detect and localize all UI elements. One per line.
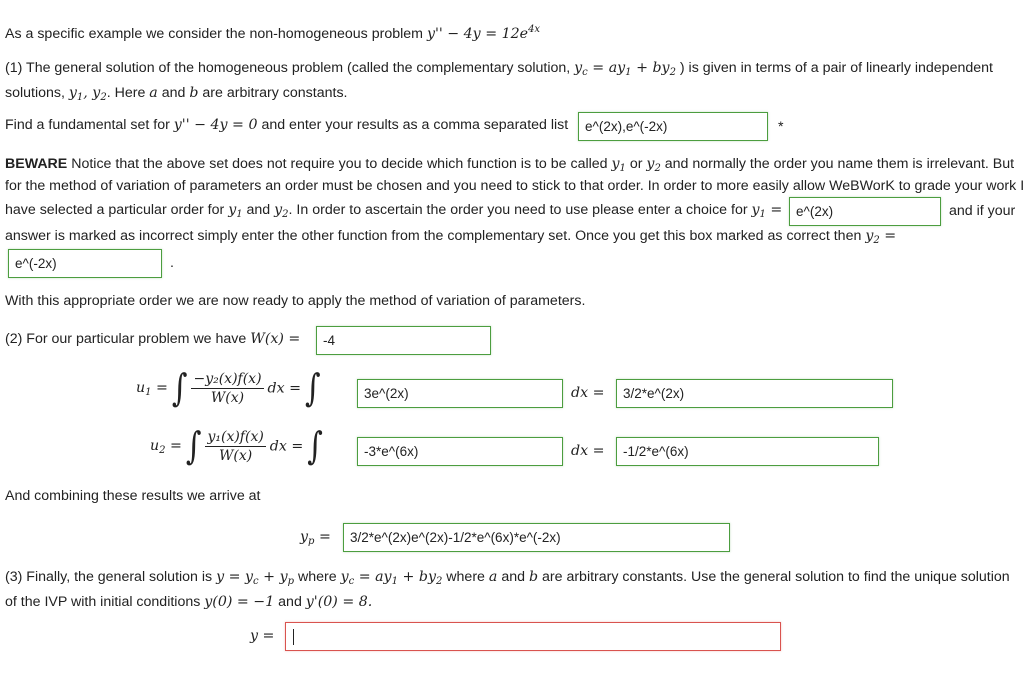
beware-text3c: and if your bbox=[949, 203, 1016, 219]
wronskian-input[interactable]: -4 bbox=[316, 326, 491, 355]
u1-dx-equals: dx = bbox=[571, 385, 605, 401]
part1-paragraph bbox=[5, 58, 1020, 108]
beware-text4: answer is marked as incorrect simply enter the other function from the complementary set. Once you get this box marked as correct then bbox=[5, 228, 862, 244]
part1-text-f: are arbitrary constants. bbox=[202, 85, 348, 101]
intro-line bbox=[5, 24, 540, 42]
find-fundamental-label bbox=[5, 117, 568, 133]
final-solution-input[interactable] bbox=[285, 622, 781, 651]
u1-fraction bbox=[191, 370, 263, 407]
u1-numerator: −y₂(x)f(x) bbox=[193, 371, 262, 387]
part3-text-c: where bbox=[446, 569, 485, 585]
yp-input[interactable]: 3/2*e^(2x)e^(2x)-1/2*e^(6x)*e^(-2x) bbox=[343, 523, 730, 552]
y2-equals: $y_2$ = bbox=[865, 228, 897, 246]
part1-text-b: ) is given in terms of a pair of linearly independent bbox=[679, 60, 993, 76]
y2-symbol: $y_2$ bbox=[646, 156, 661, 174]
beware-line1 bbox=[5, 156, 1014, 174]
u1-equation bbox=[136, 366, 321, 411]
y1-symbol-2: $y_1$ bbox=[228, 202, 243, 220]
find-text2: and enter your results as a comma separated list bbox=[261, 117, 569, 133]
u2-numerator: y₁(x)f(x) bbox=[207, 429, 264, 445]
transition-text: With this appropriate order we are now ready to apply the method of variation of parameters. bbox=[5, 293, 586, 309]
integral-sign-2: ∫ bbox=[304, 366, 321, 411]
beware-line3 bbox=[5, 202, 782, 220]
text-cursor bbox=[293, 629, 294, 645]
u1-integrand-input[interactable]: 3e^(2x) bbox=[357, 379, 563, 408]
part3-text-a: (3) Finally, the general solution is bbox=[5, 569, 213, 585]
fundamental-set-input[interactable]: e^(2x),e^(-2x) bbox=[578, 112, 768, 141]
period: . bbox=[170, 255, 174, 271]
beware-label: BEWARE bbox=[5, 156, 68, 172]
u2-dx: dx = bbox=[269, 438, 304, 455]
y1-y2-symbols: $y_1$, $y_2$ bbox=[68, 85, 107, 103]
intro-exponent: 4x bbox=[528, 24, 541, 35]
u1-symbol: $u_1$ = bbox=[136, 380, 168, 399]
y1-symbol: $y_1$ bbox=[611, 156, 626, 174]
find-equation: y'' − 4y = 0 bbox=[173, 117, 258, 133]
symbol-b-2: b bbox=[528, 569, 539, 585]
symbol-a: a bbox=[149, 85, 158, 101]
symbol-b: b bbox=[189, 85, 199, 101]
beware-or: or bbox=[629, 156, 643, 172]
intro-text: As a specific example we consider the non-homogeneous problem bbox=[5, 26, 423, 42]
W-expression: W(x) = bbox=[250, 331, 301, 347]
integral-sign-3: ∫ bbox=[185, 424, 202, 469]
part2-text: (2) For our particular problem we have bbox=[5, 331, 247, 347]
intro-equation: y'' − 4y = 12e bbox=[426, 26, 529, 42]
u2-symbol: $u_2$ = bbox=[150, 438, 182, 457]
part3-text-g: and bbox=[278, 594, 302, 610]
integral-sign-1: ∫ bbox=[171, 366, 188, 411]
u2-equation bbox=[150, 424, 323, 469]
y2-symbol-2: $y_2$ bbox=[274, 202, 289, 220]
part3-paragraph bbox=[5, 567, 1020, 613]
u1-dx: dx = bbox=[267, 380, 301, 397]
initial-condition-1: y(0) = −1 bbox=[204, 594, 275, 610]
beware-text3: have selected a particular order for bbox=[5, 202, 225, 218]
beware-line4 bbox=[5, 228, 896, 246]
beware-text1b: and normally the order you name them is irrelevant. But bbox=[664, 156, 1015, 172]
y1-equals: $y_1$ = bbox=[751, 202, 783, 220]
symbol-a-2: a bbox=[488, 569, 498, 585]
part1-text-a: (1) The general solution of the homogeneous problem (called the complementary solution, bbox=[5, 60, 571, 76]
y2-input[interactable]: e^(-2x) bbox=[8, 249, 162, 278]
beware-and: and bbox=[246, 202, 271, 218]
part3-text-d: and bbox=[501, 569, 525, 585]
y1-input[interactable]: e^(2x) bbox=[789, 197, 941, 226]
yc-expression: $y_c = ay_1 + by_2$ bbox=[574, 60, 676, 78]
yp-symbol: $y_p$ = bbox=[300, 529, 331, 547]
u2-result-input[interactable]: -1/2*e^(6x) bbox=[616, 437, 879, 466]
beware-text3b: . In order to ascertain the order you need to use please enter a choice for bbox=[288, 202, 748, 218]
u2-fraction bbox=[205, 428, 265, 465]
initial-condition-2: y'(0) = 8. bbox=[305, 594, 373, 610]
part1-text-d: . Here bbox=[106, 85, 146, 101]
part3-text-f: of the IVP with initial conditions bbox=[5, 594, 201, 610]
u2-integrand-input[interactable]: -3*e^(6x) bbox=[357, 437, 563, 466]
u1-denominator: W(x) bbox=[210, 390, 245, 406]
general-eq: $y = y_c + y_p$ bbox=[216, 569, 294, 587]
required-star: * bbox=[778, 119, 784, 135]
part1-text-e: and bbox=[161, 85, 186, 101]
find-text: Find a fundamental set for bbox=[5, 117, 170, 133]
beware-text1: Notice that the above set does not require you to decide which function is to be called bbox=[71, 156, 608, 172]
combine-text: And combining these results we arrive at bbox=[5, 488, 261, 504]
u2-denominator: W(x) bbox=[219, 448, 253, 464]
u1-result-input[interactable]: 3/2*e^(2x) bbox=[616, 379, 893, 408]
part3-text-e: are arbitrary constants. Use the general solution to find the unique solution bbox=[542, 569, 1010, 585]
u2-dx-equals: dx = bbox=[571, 443, 605, 459]
yc-eq: $y_c = ay_1 + by_2$ bbox=[340, 569, 443, 587]
integral-sign-4: ∫ bbox=[307, 424, 323, 469]
wronskian-label bbox=[5, 331, 300, 347]
part1-text-c: solutions, bbox=[5, 85, 65, 101]
beware-line2: for the method of variation of parameters an order must be chosen and you need to stick to that order. In order to more easily allow WeBWorK to grade your work I bbox=[5, 178, 1024, 194]
part3-text-b: where bbox=[297, 569, 337, 585]
y-equals: y = bbox=[250, 628, 275, 644]
